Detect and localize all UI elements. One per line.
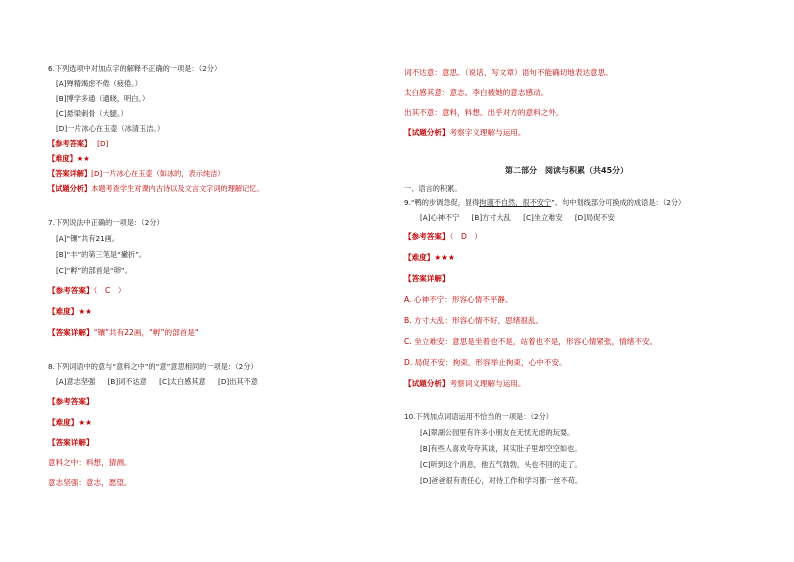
q9-difficulty-label: 【难度】 [404,253,435,262]
q7-stem: 7.下列说法中正确的一项是：（2分） [48,218,164,227]
q7-detail-label: 【答案详解】 [48,328,94,337]
q6-answer [48,139,108,148]
q10-option-d: [D]爸爸很有责任心，对待工作和学习都一丝不苟。 [420,476,583,485]
q6-answer-label: 【参考答案】 [48,139,92,148]
q8-option-d: [D]出其不意 [218,377,258,386]
q9-answer-value: （ D ） [449,232,482,241]
section-title: 第二部分 阅读与积累（共45分） [505,166,629,175]
q9-stem-post: ”。句中划线部分可换成的成语是：（2分） [551,198,686,207]
q6-option-b: [B]博学多通（通晓，明白。） [56,94,150,103]
q6-difficulty [48,154,90,163]
q8-option-b: [B]词不达意 [107,377,147,386]
right-top-line-1: 词不达意：意思。（说话、写文章）语句不能确切地表达意思。 [404,68,613,77]
q9-difficulty-stars: ★★★ [434,253,455,262]
right-top-analysis [404,128,526,137]
q7-option-c: [C]“孵”的部首是“卵”。 [56,266,132,275]
q6-stem: 6.下列选项中对加点字的解释不正确的一项是：（2分） [48,64,222,73]
q9-stem [404,198,685,207]
right-top-analysis-text: 考察字义理解与运用。 [449,128,526,137]
q6-option-a: [A]殚精竭虑不倦（疲倦。） [56,79,142,88]
q6-option-d: [D]一片冰心在玉壶（冰清玉洁。） [56,124,165,133]
q9-stem-underlined: 拘谨不自然，很不安宁 [479,198,552,207]
q9-answer [404,232,482,241]
q6-difficulty-stars: ★★ [76,154,90,163]
q8-detail-line-1: 意料之中：料想，猜测。 [48,458,132,467]
q9-detail-line-a: A. 心神不宁：形容心情不平静。 [404,295,513,304]
q8-difficulty [48,418,92,427]
q8-detail-label: 【答案详解】 [48,438,94,447]
q7-difficulty-label: 【难度】 [48,307,79,316]
q9-option-b: [B]方寸大乱 [471,213,511,222]
q7-answer [48,286,125,295]
q8-option-a: [A]意志坚强 [56,377,96,386]
q9-detail-line-c: C. 坐立难安：意思是坐着也不是，站着也不是，形容心情紧张，情绪不安。 [404,337,658,346]
q9-detail [404,274,450,283]
q7-difficulty [48,307,92,316]
q7-answer-value: （ C ） [93,286,126,295]
q9-detail-line-d: D. 局促不安：拘束。形容举止拘束，心中不安。 [404,358,567,367]
q7-option-a: [A]“镶”共有21画。 [56,234,120,243]
q7-answer-label: 【参考答案】 [48,286,94,295]
subsection-title: 一、语言的积累。 [404,184,462,193]
q6-detail [48,169,224,178]
q6-answer-value: [D] [97,139,109,148]
q7-difficulty-stars: ★★ [78,307,92,316]
q6-analysis [48,184,264,193]
q6-difficulty-label: 【难度】 [48,154,77,163]
q9-analysis [404,379,526,388]
q9-analysis-label: 【试题分析】 [404,379,450,388]
q10-option-b: [B]有些人喜欢夸夸其谈，其实肚子里却空空如也。 [420,444,582,453]
q8-detail [48,438,94,447]
right-top-analysis-label: 【试题分析】 [404,128,450,137]
q6-analysis-label: 【试题分析】 [48,184,92,193]
q9-option-c: [C]坐立难安 [523,213,563,222]
q7-detail [48,328,199,337]
q8-option-c: [C]太白感其意 [159,377,206,386]
q9-detail-line-b: B. 方寸大乱：形容心情不好，思绪很乱。 [404,316,544,325]
q6-detail-label: 【答案详解】 [48,169,92,178]
q9-analysis-text: 考察词义理解与运用。 [449,379,526,388]
q10-stem: 10.下列加点词语运用不恰当的一项是：（2分） [404,412,553,421]
q9-options [420,213,615,222]
q9-answer-label: 【参考答案】 [404,232,450,241]
q7-option-b: [B]“丰”的第三笔是“撇折”。 [56,250,147,259]
q6-analysis-text: 本题考查学生对课内古诗以及文言文字词的理解记忆。 [91,184,264,193]
q8-stem: 8.下列词语中的意与“意料之中”的“意”意思相同的一项是：（2分） [48,362,258,371]
q8-answer [48,397,94,406]
q8-difficulty-stars: ★★ [78,418,92,427]
q9-difficulty [404,253,455,262]
q6-detail-text: [D]一片冰心在玉壶（如冰的，表示纯洁） [91,169,225,178]
q9-option-d: [D]局促不安 [574,213,615,222]
q7-detail-text: “镶”共有22画，“孵”的部首是“ [93,328,199,337]
q8-answer-label: 【参考答案】 [48,397,94,406]
q10-option-c: [C]听到这个消息，他五气勃勃，头也不回的走了。 [420,460,582,469]
q8-detail-line-2: 意志坚强：意志，愿望。 [48,478,132,487]
q6-option-c: [C]悬梁刺骨（大腿。） [56,109,128,118]
right-top-line-2: 太白感其意：意志。李白被她的意志感动。 [404,88,549,97]
q8-options [56,377,258,386]
q9-option-a: [A]心神不宁 [420,213,460,222]
q9-detail-label: 【答案详解】 [404,274,450,283]
right-top-line-3: 出其不意：意料，料想。出乎对方的意料之外。 [404,108,564,117]
q9-stem-pre: 9.“鸭的步调急促，显得 [404,198,480,207]
q10-option-a: [A]翠湖公园里有许多小朋友在无忧无虑的玩耍。 [420,428,575,437]
q8-difficulty-label: 【难度】 [48,418,79,427]
